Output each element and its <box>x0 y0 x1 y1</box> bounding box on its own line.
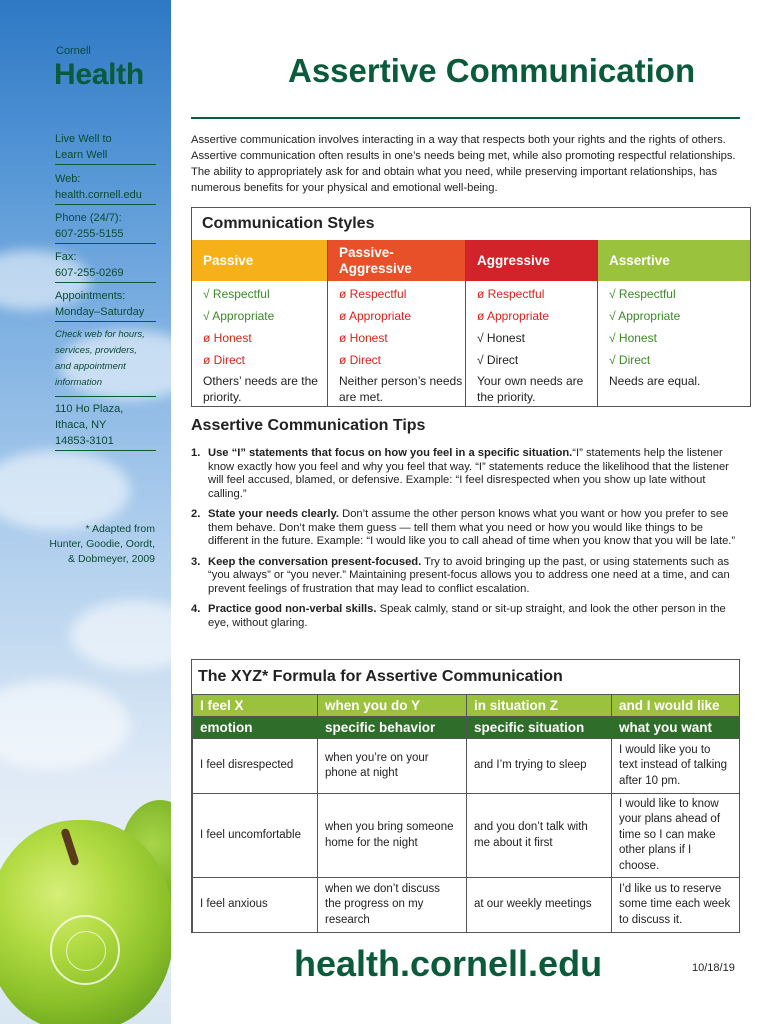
tagline <box>55 131 156 165</box>
xyz-table <box>192 694 740 933</box>
xyz-header-cell: when you do Y <box>318 695 467 717</box>
brand-logo-text: Health <box>54 58 144 91</box>
table-row <box>193 794 740 878</box>
communication-styles-table <box>191 207 751 407</box>
tip-lead: Use “I” statements that focus on how you feel in a specific situation. <box>208 447 573 459</box>
sidebar <box>0 0 171 1024</box>
table-cell: I would like to know your plans ahead of time so I can make other plans if I choose. <box>612 794 740 878</box>
tip-body: Try to avoid bringing up the past, or using statements such as “you always” or “you never.” Maintaining present-focus allows you to address one need at a time, and can prevent feelings of frustration that may lead to conflict escalation. <box>208 555 730 595</box>
xyz-header-cell: and I would like <box>612 695 740 717</box>
appointments-block <box>55 288 156 322</box>
style-column <box>328 240 466 406</box>
style-column <box>598 240 750 406</box>
phone-label: Phone (24/7): <box>55 212 122 224</box>
style-column <box>192 240 328 406</box>
style-header: Assertive <box>598 240 750 281</box>
style-trait: √ Appropriate <box>203 309 275 323</box>
style-note: Neither person’s needs are met. <box>339 374 463 404</box>
xyz-header-cell: I feel X <box>193 695 318 717</box>
tip-item <box>191 508 746 549</box>
tip-number: 1. <box>191 447 201 459</box>
table-cell: when you’re on your phone at night <box>318 739 467 794</box>
page-title: Assertive Communication <box>288 52 696 89</box>
phone-block <box>55 210 156 244</box>
style-trait: ø Respectful <box>339 287 407 301</box>
style-note: Your own needs are the priority. <box>477 374 584 404</box>
xyz-header-cell: what you want <box>612 717 740 739</box>
xyz-header-row <box>193 695 740 717</box>
web-link[interactable]: health.cornell.edu <box>55 189 142 201</box>
table-cell: I feel anxious <box>193 878 318 933</box>
style-trait: √ Appropriate <box>609 309 681 323</box>
tips-heading: Assertive Communication Tips <box>191 417 426 434</box>
divider <box>55 396 156 397</box>
table-cell: when you bring someone home for the night <box>318 794 467 878</box>
style-header: Passive- Aggressive <box>328 240 465 281</box>
tip-body: “I” statements help the listener know exactly how you feel and why you feel that way. “I” statements reduce the likelihood that the listener will feel accused, blamed, or defensive. Example: “I feel disrespected when you show up late without calling.” <box>208 447 729 500</box>
appointments-days: Monday–Saturday <box>55 306 145 318</box>
styles-heading: Communication Styles <box>202 215 375 232</box>
tip-number: 4. <box>191 603 201 615</box>
note-line: information <box>55 377 102 388</box>
address-line: Ithaca, NY <box>55 419 107 431</box>
xyz-header-cell: emotion <box>193 717 318 739</box>
fax-block <box>55 249 156 283</box>
appointments-label: Appointments: <box>55 290 126 302</box>
table-cell: I feel uncomfortable <box>193 794 318 878</box>
style-trait: ø Direct <box>203 353 245 367</box>
styles-columns <box>192 240 750 406</box>
style-note: Others’ needs are the priority. <box>203 374 318 404</box>
intro-paragraph: Assertive communication involves interacting in a way that respects both your rights and the rights of others. Assertive communication often results in one’s needs being met, while also promoting respectful relationships. The ability to appropriately ask for and obtain what you need, while preserving important relationships, has numerous benefits for your physical and emotional well-being. <box>191 134 736 194</box>
tips-list <box>191 447 746 637</box>
xyz-title: The XYZ* Formula for Assertive Communication <box>198 668 563 685</box>
footer-date: 10/18/19 <box>692 962 735 974</box>
xyz-header-cell: in situation Z <box>467 695 612 717</box>
style-trait: √ Direct <box>477 353 519 367</box>
table-cell: at our weekly meetings <box>467 878 612 933</box>
style-trait: √ Honest <box>609 331 657 345</box>
check-web-note <box>55 327 156 392</box>
xyz-formula-table <box>191 659 740 933</box>
style-trait: √ Direct <box>609 353 651 367</box>
style-note: Needs are equal. <box>609 374 701 388</box>
cornell-seal-icon <box>50 915 120 985</box>
style-trait: ø Appropriate <box>339 309 412 323</box>
footer-url[interactable]: health.cornell.edu <box>294 943 603 984</box>
style-column <box>466 240 598 406</box>
title-divider <box>191 117 740 119</box>
style-trait: √ Honest <box>477 331 525 345</box>
style-trait: ø Honest <box>339 331 388 345</box>
table-cell: I’d like us to reserve some time each week to discuss it. <box>612 878 740 933</box>
style-header: Passive <box>192 240 327 281</box>
web-label: Web: <box>55 173 81 185</box>
brand-small: Cornell <box>56 45 91 57</box>
style-trait: ø Appropriate <box>477 309 550 323</box>
credit-line: * Adapted from <box>85 523 155 535</box>
tagline-line: Live Well to <box>55 133 112 145</box>
tagline-line: Learn Well <box>55 149 108 161</box>
xyz-header-cell: specific situation <box>467 717 612 739</box>
tip-lead: Practice good non-verbal skills. <box>208 603 377 615</box>
style-trait: √ Respectful <box>609 287 676 301</box>
fax-label: Fax: <box>55 251 77 263</box>
style-trait: ø Respectful <box>477 287 545 301</box>
table-cell: and you don’t talk with me about it first <box>467 794 612 878</box>
table-row <box>193 878 740 933</box>
tip-item <box>191 556 746 597</box>
style-trait: ø Direct <box>339 353 381 367</box>
credit-line: & Dobmeyer, 2009 <box>68 553 155 565</box>
tip-lead: Keep the conversation present-focused. <box>208 555 422 568</box>
xyz-header-row <box>193 717 740 739</box>
table-cell: I feel disrespected <box>193 739 318 794</box>
fax-number: 607-255-0269 <box>55 267 124 279</box>
style-trait: √ Respectful <box>203 287 270 301</box>
tip-body: Don’t assume the other person knows what you want or how you prefer to see them behave. Don’t make them guess — tell them what you need or how you would like things to be different in the future. Example: “I would like you to call ahead of time when you know that you will be late.” <box>208 508 736 547</box>
credit-line: Hunter, Goodie, Oordt, <box>49 538 155 550</box>
tip-item <box>191 603 746 630</box>
phone-number[interactable]: 607-255-5155 <box>55 228 124 240</box>
table-cell: I would like you to text instead of talking after 10 pm. <box>612 739 740 794</box>
address-line: 110 Ho Plaza, <box>55 403 124 415</box>
web-block <box>55 171 156 205</box>
address-line: 14853-3101 <box>55 435 114 447</box>
note-line: services, providers, <box>55 345 137 356</box>
adaptation-credit <box>15 522 155 567</box>
table-cell: when we don’t discuss the progress on my research <box>318 878 467 933</box>
xyz-header-cell: specific behavior <box>318 717 467 739</box>
tip-number: 2. <box>191 508 201 520</box>
tip-body: Speak calmly, stand or sit-up straight, and look the other person in the eye, without glaring. <box>208 603 726 629</box>
address-block <box>55 401 156 451</box>
style-trait: ø Honest <box>203 331 252 345</box>
note-line: Check web for hours, <box>55 329 145 340</box>
style-header: Aggressive <box>466 240 597 281</box>
tip-item <box>191 447 746 501</box>
table-cell: and I’m trying to sleep <box>467 739 612 794</box>
tip-number: 3. <box>191 555 201 568</box>
note-line: and appointment <box>55 361 126 372</box>
table-row <box>193 739 740 794</box>
tip-lead: State your needs clearly. <box>208 508 339 520</box>
